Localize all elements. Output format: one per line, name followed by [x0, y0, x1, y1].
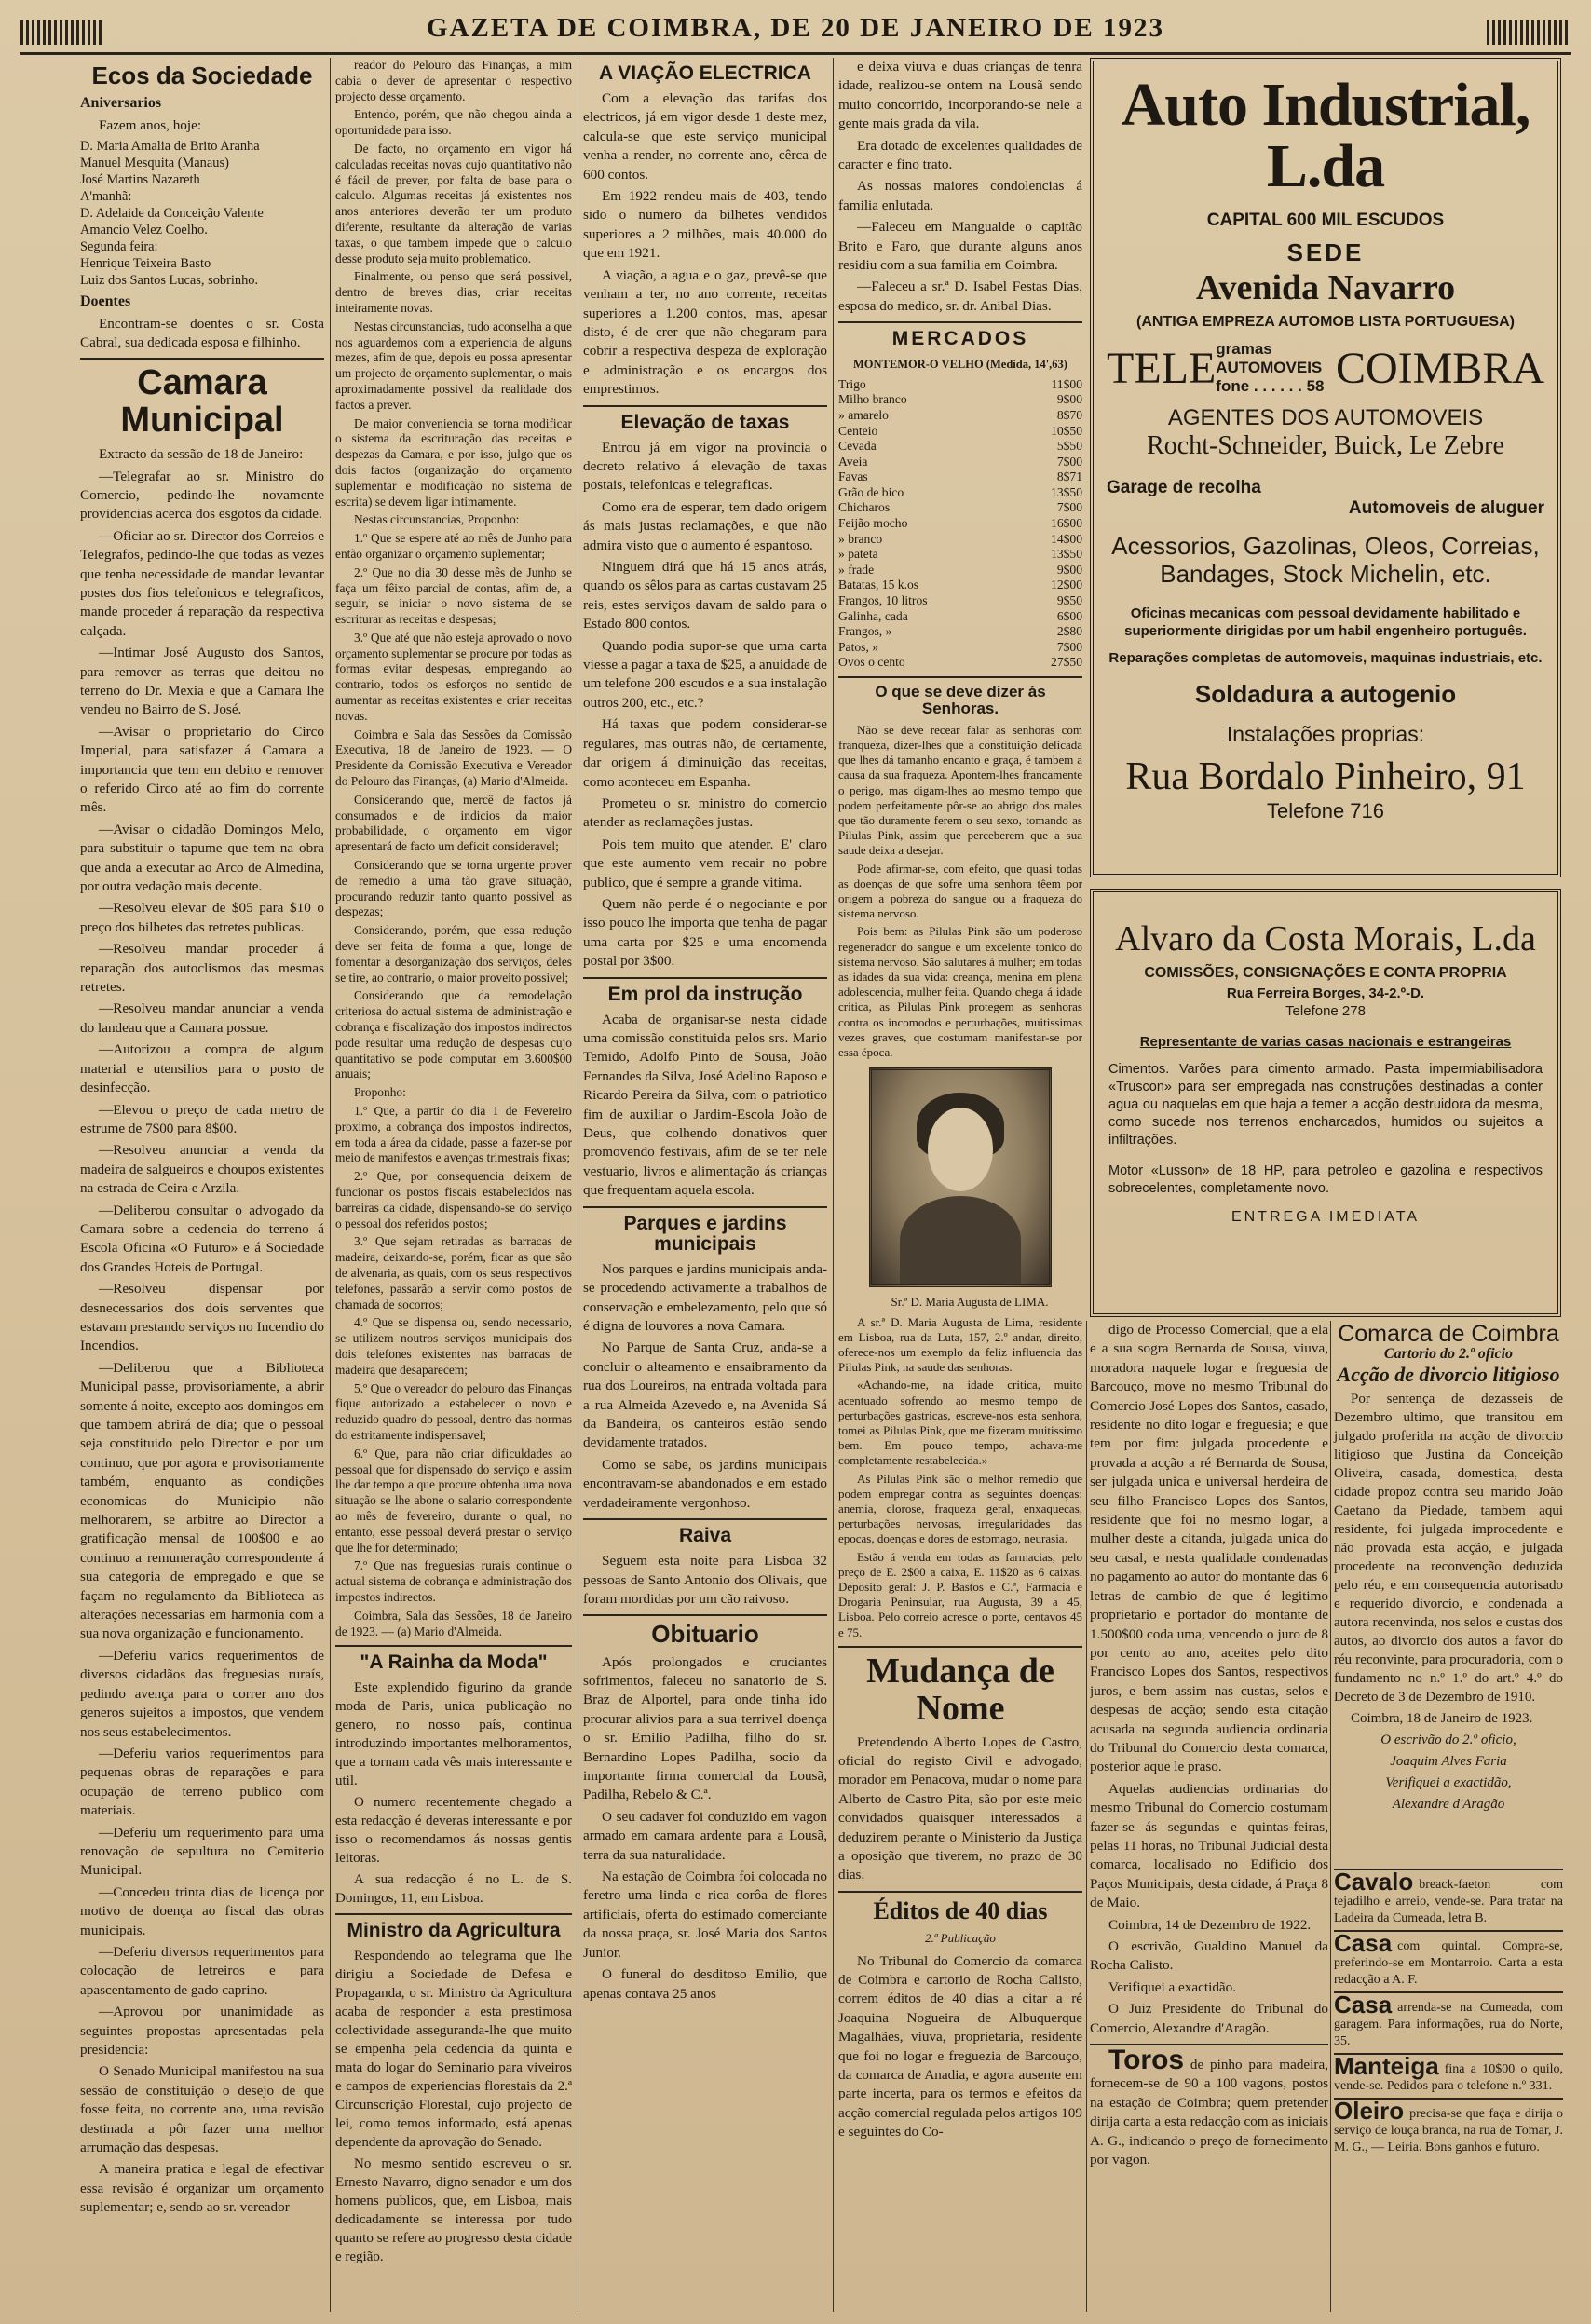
- paragraph: —Intimar José Augusto dos Santos, para remover as terras que deitou no terreno do Dr. Mexia e que a Camara lhe vendeu no Bairro de S. José.: [80, 645, 324, 718]
- table-row: [838, 655, 1082, 671]
- raiva-body: [583, 1552, 827, 1609]
- paragraph: Coimbra, 18 de Janeiro de 1923.: [1351, 1711, 1533, 1726]
- table-row: [838, 547, 1082, 563]
- paragraph: A sr.ª D. Maria Augusta de Lima, residente em Lisboa, rua da Luta, 157, 2.º andar, direito, oferece-nos um exemplo da feliz influencia das Pilulas Pink, na saude das senhoras.: [838, 1314, 1082, 1375]
- mercado-price: 9$00: [1056, 562, 1082, 577]
- divider: [583, 977, 827, 979]
- paragraph: Considerando que, mercê de factos já consumados e de indicios da maior probabilidade, o orçamento em vigor apresentará de facto um deficit consideravel;: [335, 792, 572, 854]
- mercado-item: Chicharos: [838, 500, 891, 515]
- column-2: [335, 58, 572, 2312]
- mudanca-title: Mudança de Nome: [866, 1651, 1054, 1728]
- alvaro-entrega: ENTREGA IMEDIATA: [1231, 1209, 1421, 1225]
- table-row: [838, 516, 1082, 532]
- paragraph: Pois bem: as Pilulas Pink são um poderoso regenerador do sangue e um excelente tonico do sistema nervoso. São salutares á mulher; em todas as idades da sua vida: creança, menina em plena adolescencia, mulher feita. Quando chega á idade critica, as Pilulas Pink protegem as senhoras contra os incomodos e perturbações, muitissimas vezes graves, que costumam manifestar-se por essa época.: [838, 924, 1082, 1059]
- auto-instalacoes: Instalações proprias:: [1226, 722, 1425, 746]
- classified-ad: [1334, 1930, 1563, 1991]
- auto-acessorios: Acessorios, Gazolinas, Oleos, Correias, Bandages, Stock Michelin, etc.: [1111, 532, 1540, 588]
- paragraph: Há taxas que podem considerar-se regulares, mas outras não, de certamente, dar origem á diminuição das receitas, como aconteceu em Espanha.: [583, 716, 827, 790]
- auto-capital: CAPITAL 600 MIL ESCUDOS: [1206, 211, 1445, 230]
- list-item: Segunda feira:: [80, 239, 158, 255]
- paragraph: —Deliberou consultar o advogado da Camara sobre a cedencia do terreno á Escola Oficina «O Futuro» e á Sociedade dos Grandes Hoteis de Portugal.: [80, 1202, 324, 1275]
- column-rule: [1330, 1321, 1331, 2312]
- orcamento-body: [335, 58, 572, 1639]
- table-row: [838, 377, 1082, 393]
- alvaro-title: Alvaro da Costa Morais, L.da: [1115, 919, 1536, 958]
- paragraph: 1.º Que se espere até ao mês de Junho para então organizar o orçamento suplementar;: [335, 531, 572, 561]
- paragraph: Não se deve recear falar ás senhoras com franqueza, dizer-lhes que a constituição delicada que lhes dá tamanho encanto e graça, é tambem a causa da sua fraqueza. Apontem-lhes francamente o perigo, mas digam-lhes ao mesmo tempo que podem perfeitamente pôr-se ao abrigo dos males que tão duramente ferem o seu sexo, tomando as Pilulas Pink, assim que perceberem que a sua saude deixa a desejar.: [838, 722, 1082, 858]
- classified-word: Manteiga: [1334, 2052, 1439, 2080]
- comarca-accao: Acção de divorcio litigioso: [1337, 1363, 1560, 1386]
- paragraph: A sua redacção é no L. de S. Domingos, 11, em Lisboa.: [335, 1872, 572, 1907]
- camara-body: [80, 445, 324, 2218]
- classified-word: Casa: [1334, 1991, 1393, 2018]
- divider: [583, 405, 827, 407]
- paragraph: Na estação de Coimbra foi colocada no feretro uma linda e rica corôa de flores artificiais, oferta do estimado comerciante da nossa praça, sr. José Maria dos Santos Junior.: [583, 1869, 827, 1961]
- comarca-sig2: Joaquim Alves Faria: [1390, 1754, 1507, 1769]
- table-row: [838, 439, 1082, 455]
- paragraph: Pode afirmar-se, com efeito, que quasi todas as doenças de que sofre uma senhora têem por origem a pobreza do sangue ou a fraqueza do sistema nervoso.: [838, 861, 1082, 921]
- paragraph: Considerando que se torna urgente prover de remedio a uma tão grave situação, procurando reduzir tanto quanto possivel as despezas;: [335, 858, 572, 919]
- paragraph: «Achando-me, na idade critica, muito acentuado sofrendo ao mesmo tempo de perturbações gastricas, escreve-nos esta senhora, tomei as Pilulas Pink, que me fizeram muitissimo bem. Em pouco tempo, achava-me completamente restabelecida.»: [838, 1378, 1082, 1468]
- auto-tele: TELE: [1107, 343, 1217, 393]
- mercado-item: Frangos, 10 litros: [838, 593, 928, 608]
- auto-agentes: AGENTES DOS AUTOMOVEIS: [1167, 405, 1484, 430]
- obituario-body: [583, 1653, 827, 2004]
- mercados-table: [838, 377, 1082, 671]
- table-row: [838, 424, 1082, 440]
- mercados-title: MERCADOS: [891, 328, 1029, 350]
- paragraph: O Senado Municipal manifestou na sua sessão de constituição o desejo de que fosse feita, no corrente ano, uma revisão destinada a pôr fazer uma melhor arrumação das despesas.: [80, 2063, 324, 2156]
- rainha-title: "A Rainha da Moda": [360, 1651, 548, 1674]
- paragraph: Coimbra, 14 de Dezembro de 1922.: [1108, 1916, 1312, 1933]
- mercado-item: » frade: [838, 562, 875, 577]
- paragraph: —Oficiar ao sr. Director dos Correios e Telegrafos, pedindo-lhe que todas as vezes que tenha necessidade de mandar levantar postes dos fios telefonicos e telegraficos, mande proceder á reparação da respectiva calçada.: [80, 527, 324, 639]
- mercado-item: Ovos o cento: [838, 655, 905, 670]
- auto-contacts: [1107, 340, 1544, 396]
- paragraph: Por sentença de dezasseis de Dezembro ultimo, que transitou em julgado proferida na acção de divorcio litigioso que Justina da Conceição Oliveira, casada, domestica, desta cidade propoz contra seu marido João Caetano da Piedade, tambem aqui residente, foi julgada improcedente e não provada esta acção, e julgada procedente na reconvenção deduzida pelo réu, e em consequencia autorisado e requerido divorcio, e condenada a autora recenvinda, nos selos e custas dos autos, ao divorcio dos autos a favor do réu reconvinte, para procuradoria, com o fundamento no n.º 1.º do art.º 4.º do Decreto de 3 de Dezembro de 1910.: [1334, 1392, 1563, 1705]
- paragraph: digo de Processo Comercial, que a ela e a sua sogra Bernarda de Sousa, viuva, moradora naquele logar e freguesia de Barcouço, move no mesmo Tribunal do Comercio José Lopes dos Santos, casado, residente no dito logar e freguesia; e que tem por fim: julgada procedente e provada a acção a ré Bernarda de Sousa, ser julgada unica e universal herdeira de seu filho Francisco Lopes dos Santos, residente que foi no mesmo logar, a mulher deste a citanda, julgada unica do seu casal, e nesta qualidade condenadas no pagamento ao autor do montante das 6 letras de cambio de que é legitimo proprietario e portador do montante de 1.500$00 coda uma, vencendo o juro de 8 por cento ao ano, aceites pelo dito Francisco Lopes dos Santos, respectivos juros, e bem assim nas custas, selos e despesas de acção; sendo esta citação acusada na segunda audiencia ordinaria do Tribunal do Comercio desta comarca, posterior aque le praso.: [1090, 1322, 1328, 1775]
- paragraph: Como era de esperar, tem dado origem ás mais justas reclamações, e que não admira visto que o aumento é espantoso.: [583, 498, 827, 553]
- paragraph: —Elevou o preço de cada metro de estrume de 7$00 para 8$00.: [80, 1101, 324, 1136]
- classified-ads: [1334, 1869, 1563, 2159]
- mercado-item: Trigo: [838, 376, 866, 391]
- mercado-item: Centeio: [838, 423, 878, 438]
- camara-title: Camara Municipal: [120, 363, 284, 441]
- mercado-price: 2$80: [1056, 624, 1082, 639]
- list-item: Amancio Velez Coelho.: [80, 223, 208, 238]
- mercado-price: 7$00: [1056, 639, 1082, 654]
- mercado-price: 6$00: [1056, 608, 1082, 623]
- mercado-item: Galinha, cada: [838, 608, 908, 623]
- alvaro-motor: Motor «Lusson» de 18 HP, para petroleo e gazolina e respectivos sobrecelentes, completamente novo.: [1108, 1163, 1543, 1196]
- aniversarios-title: Aniversarios: [80, 95, 162, 112]
- aniversarios-list: [80, 138, 324, 289]
- paragraph: Este explendido figurino da grande moda de Paris, unica publicação no genero, no nosso país, continua introduzindo importantes melhoramentos, que a tornam cada vês mais interessante e util.: [335, 1680, 572, 1789]
- column-5: [1090, 1321, 1328, 2312]
- paragraph: Aquelas audiencias ordinarias do mesmo Tribunal do Comercio costumam fazer-se ás segundas e quintas-feiras, pelas 11 horas, no Tribunal Judicial desta comarca, localisado no Edificio dos Paços Municipais, desta cidade, á Praça 8 de Maio.: [1090, 1780, 1328, 1911]
- classified-ad: [1334, 2098, 1563, 2159]
- paragraph: Coimbra, Sala das Sessões, 18 de Janeiro de 1923. — (a) Mario d'Almeida.: [335, 1608, 572, 1638]
- paragraph: —Concedeu trinta dias de licença por motivo de doença ao fiscal das obras municipais.: [80, 1883, 324, 1938]
- column-rule: [833, 58, 834, 2312]
- mercado-price: 7$00: [1056, 454, 1082, 469]
- portrait-image: [869, 1067, 1052, 1287]
- table-row: [838, 624, 1082, 640]
- paragraph: —Autorizou a compra de algum material e utensilios para o posto de desinfecção.: [80, 1041, 324, 1096]
- classified-word: Cavalo: [1334, 1868, 1414, 1896]
- column-rule: [330, 58, 331, 2312]
- divider: [80, 358, 324, 360]
- auto-reparacoes: Reparações completas de automoveis, maquinas industriais, etc.: [1108, 650, 1543, 666]
- paragraph: 7.º Que nas freguesias rurais continue o actual sistema de cobrança e administração dos impostos indirectos.: [335, 1558, 572, 1604]
- classified-text: arrenda-se na Cumeada, com garagem. Para informações, rua do Norte, 35.: [1334, 2001, 1563, 2048]
- mercado-item: Frangos, »: [838, 624, 892, 639]
- senhoras-title: O que se deve dizer ás Senhoras.: [875, 683, 1046, 717]
- senhoras-body: [838, 723, 1082, 1060]
- editos-text: No Tribunal do Comercio da comarca de Coimbra e cartorio de Rocha Calisto, correm éditos de 40 dias a citar a ré Joaquina Nogueira de Albuquerque Magalhães, viuva, proprietaria, residente que foi no logar e freguezia de Barcouço, da comarca de Anadia, e agora ausente em parte incerta, para os termos e efeitos da acção comercial regulada pelos artigos 109 e seguintes do Co-: [838, 1952, 1082, 2141]
- paragraph: O funeral do desditoso Emilio, que apenas contava 25 anos: [583, 1966, 827, 2002]
- masthead: GAZETA DE COIMBRA, DE 20 DE JANEIRO DE 1923: [426, 13, 1164, 43]
- paragraph: —Aprovou por unanimidade as seguintes propostas apresentadas pela presidencia:: [80, 2004, 324, 2059]
- paragraph: —Deliberou que a Biblioteca Municipal passe, provisoriamente, a abrir somente á noite, excepto aos domingos em que tambem abrirá de dia; que o pessoal seja constituido pelo Director e por um continuo, que por agora e provisoriamente também, enquanto as condições economicas do Municipio não melhorarem, se arbitre ao Director a gratificação mensal de 100$00 e ao continuo a remuneração correspondente á sua categoria de empregado e que se façam no regulamento da Biblioteca as alterações necessarias em harmonia com a sua nova organização e funcionamento.: [80, 1359, 324, 1642]
- mercado-item: Batatas, 15 k.os: [838, 578, 919, 592]
- paragraph: Coimbra e Sala das Sessões da Comissão Executiva, 18 de Janeiro de 1923. — O Presidente da Comissão Executiva e Vereador do Pelouro das Finanças, (a) Mario d'Almeida.: [335, 727, 572, 789]
- paragraph: Respondendo ao telegrama que lhe dirigiu a Sociedade de Defesa e Propaganda, o sr. Ministro da Agricultura acaba de responder a esta prestimosa colectividade asseguranda-lhe que muito se empenha pela cedencia da quinta e mata do logar do Seminario para viveiros e campos de experiencias florestais da 2.ª Circunscrição Florestal, cujo projecto de lei, como temos informado, está apenas dependente da aprovação do Senado.: [335, 1949, 572, 2151]
- auto-telefone: Telefone 716: [1267, 799, 1384, 822]
- comarca-title: Comarca de Coimbra: [1338, 1321, 1559, 1347]
- paragraph: Nos parques e jardins municipais anda-se procedendo activamente a trabalhos de conservação e embelezamento, pelo que só é digna de louvores a nova Camara.: [583, 1260, 827, 1334]
- paragraph: 4.º Que se dispensa ou, sendo necessario, se utilizem noutros serviços municipais dos dois telefones existentes nas barracas de madeira que desaparecem;: [335, 1315, 572, 1377]
- auto-garage: Garage de recolha: [1107, 478, 1261, 497]
- paragraph: —Resolveu mandar proceder á reparação dos autoclismos das mesmas retretes.: [80, 941, 324, 996]
- paragraph: —Deferiu um requerimento para uma renovação de sepultura no Cemiterio Municipal.: [80, 1824, 324, 1879]
- alvaro-line2: Rua Ferreira Borges, 34-2.º-D.: [1226, 985, 1425, 1001]
- obituario-title: Obituario: [651, 1620, 759, 1649]
- paragraph: e deixa viuva e duas crianças de tenra idade, realizou-se ontem na Lousã sendo muito concorrido, incorporando-se nele a gente mais grada da vila.: [838, 59, 1082, 132]
- paragraph: Nestas circunstancias, tudo aconselha a que nos aguardemos com a experiencia de alguns mezes, afim de que, depois eu possa apresentar um projecto de orçamento suplementar, o mais aproximadamente possivel da realidade dos factos a prever.: [335, 319, 572, 412]
- paragraph: De maior conveniencia se torna modificar o sistema da escrituração das receitas e despezas da Camara, e por isso, julgo que os dois factos (organização do orçamento suplementar e modificação no sistema de escrita) se devem ligar intimamente.: [335, 415, 572, 509]
- comarca-notice: [1334, 1321, 1563, 1816]
- doentes-title: Doentes: [80, 293, 131, 310]
- auto-soldadura: Soldadura a autogenio: [1194, 680, 1457, 708]
- mercado-item: » branco: [838, 531, 883, 546]
- table-row: [838, 578, 1082, 593]
- auto-aluguer: Automoveis de aluguer: [1348, 498, 1544, 518]
- doentes-text: Encontram-se doentes o sr. Costa Cabral, sua dedicada esposa e filhinho.: [80, 315, 324, 350]
- divider: [838, 1646, 1082, 1648]
- toros-title: Toros: [1108, 2045, 1185, 2076]
- paragraph: Verifiquei a exactidão.: [1108, 1978, 1237, 1995]
- table-row: [838, 640, 1082, 656]
- mercado-price: 10$50: [1051, 423, 1082, 438]
- mercado-price: 8$70: [1056, 407, 1082, 422]
- mercado-item: » pateta: [838, 547, 878, 562]
- alvaro-ad: [1090, 889, 1561, 1317]
- paragraph: O Juiz Presidente do Tribunal do Comercio, Alexandre d'Aragão.: [1090, 2001, 1328, 2036]
- list-item: Henrique Teixeira Basto: [80, 256, 211, 272]
- mercado-item: Patos, »: [838, 639, 879, 654]
- mercado-price: 27$50: [1051, 655, 1082, 670]
- mercado-price: 11$00: [1051, 376, 1082, 391]
- divider: [335, 1913, 572, 1915]
- column-3: [583, 58, 827, 2312]
- paragraph: No mesmo sentido escreveu o sr. Ernesto Navarro, digno senador e um dos homens publicos, que, em Lisboa, mais dedicadamente se interessa por tudo quanto se refere ao progresso desta cidade e região.: [335, 2156, 572, 2265]
- ecos-title: Ecos da Sociedade: [91, 61, 313, 89]
- mercado-item: Milho branco: [838, 392, 907, 407]
- table-row: [838, 609, 1082, 625]
- table-row: [838, 455, 1082, 470]
- paragraph: 2.º Que no dia 30 desse mês de Junho se faça um fêixo parcial de contas, afim de, a seguir, se iniciar o novo sistema de se escriturar as receitas e despesas;: [335, 564, 572, 627]
- list-item: D. Maria Amalia de Brito Aranha: [80, 139, 260, 155]
- column-1: [80, 58, 324, 2312]
- mercado-price: 7$00: [1056, 500, 1082, 515]
- paragraph: —Resolveu anunciar a venda da madeira de salgueiros e choupos existentes na estrada de Ceira e Arzila.: [80, 1142, 324, 1197]
- paragraph: —Telegrafar ao sr. Ministro do Comercio, pedindo-lhe novamente providencias acerca dos esgotos da cidade.: [80, 468, 324, 523]
- divider: [838, 1891, 1082, 1893]
- masthead-rule: [20, 52, 1571, 55]
- viacao-body: [583, 89, 827, 400]
- mercado-item: Feijão mocho: [838, 516, 908, 531]
- table-row: [838, 563, 1082, 578]
- alvaro-line3: Telefone 278: [1285, 1003, 1366, 1019]
- mercados-subtitle: MONTEMOR-O VELHO (Medida, 14',63): [853, 358, 1067, 372]
- paragraph: No Parque de Santa Cruz, anda-se a concluir o alteamento e ensaibramento da rua dos Loureiros, na entrada voltada para a rua Almeida Azevedo e, na Avenida Sá da Bandeira, os canteiros estão sendo devidamente tratados.: [583, 1339, 827, 1451]
- paragraph: 3.º Que sejam retiradas as barracas de madeira, deixando-se, porém, ficar as que são de alvenaria, as quais, com os seus respectivos telefones, passarão a servir como postos de chamada de socorros;: [335, 1234, 572, 1311]
- mercado-price: 12$00: [1051, 578, 1082, 592]
- paragraph: —Faleceu a sr.ª D. Isabel Festas Dias, esposa do medico, sr. dr. Anibal Dias.: [838, 279, 1082, 314]
- editos-subtitle: 2.ª Publicação: [925, 1931, 996, 1946]
- auto-oficinas: Oficinas mecanicas com pessoal devidamente habilitado e superiormente dirigidas por um habil engenheiro português.: [1124, 605, 1527, 639]
- divider: [583, 1206, 827, 1208]
- paragraph: Proponho:: [354, 1085, 406, 1100]
- parques-title: Parques e jardins municipais: [623, 1212, 787, 1255]
- mercado-item: Aveia: [838, 454, 868, 469]
- auto-industrial-ad: [1090, 58, 1561, 877]
- comarca-sig3: Verifiquei a exactidão,: [1385, 1775, 1512, 1790]
- mercado-price: 14$00: [1051, 531, 1082, 546]
- paragraph: 3.º Que até que não esteja aprovado o novo orçamento suplementar se procure por todas as formas evitar despesas, empregando ao contrario, todos os esforços no sentido de aumentar as receitas existentes e criar receitas novas.: [335, 630, 572, 723]
- viacao-title: A VIAÇÃO ELECTRICA: [599, 62, 811, 84]
- paragraph: A maneira pratica e legal de efectivar essa revisão é organizar um orçamento suplementar; e, sendo ao sr. vereador: [80, 2161, 324, 2216]
- paragraph: Prometeu o sr. ministro do comercio atender as reclamações justas.: [583, 795, 827, 831]
- table-row: [838, 532, 1082, 548]
- auto-antiga: (ANTIGA EMPREZA AUTOMOB LISTA PORTUGUESA): [1136, 314, 1515, 330]
- table-row: [838, 593, 1082, 609]
- mercado-price: 9$00: [1056, 392, 1082, 407]
- classified-text: breack-faeton com tejadilho e arreio, vende-se. Para tratar na Ladeira da Cumeada, letra B.: [1334, 1878, 1563, 1925]
- paragraph: De facto, no orçamento em vigor há calculadas receitas novas cujo quantitativo não é fácil de prever, por falta de base para o calculo. Algumas receitas já existentes nos anos anteriores deverão ter um produto diferente, resultante da alteração de varias taxas, o que tambem impede que o calculo desse produto seja muito problematico.: [335, 141, 572, 265]
- mercado-price: 13$50: [1051, 484, 1082, 499]
- comarca-cartorio: Cartorio do 2.º oficio: [1383, 1346, 1514, 1362]
- editos-title: Éditos de 40 dias: [873, 1896, 1048, 1924]
- pilulas-body: [838, 1315, 1082, 1640]
- divider: [838, 676, 1082, 678]
- paragraph: Entendo, porém, que não chegou ainda a oportunidade para isso.: [335, 107, 572, 138]
- paragraph: —Avisar o proprietario do Circo Imperial, para satisfazer á Camara a importancia que tem em debito e remover o referido Circo até ao fim do corrente mês.: [80, 723, 324, 816]
- paragraph: Finalmente, ou penso que será possivel, dentro de breves dias, criar receitas inteiramente novas.: [335, 269, 572, 315]
- paragraph: As nossas maiores condolencias á familia enlutada.: [838, 178, 1082, 213]
- auto-rua: Rua Bordalo Pinheiro, 91: [1125, 755, 1526, 798]
- toros-text: de pinho para madeira, fornecem-se de 90 a 100 vagons, postos na estação de Coimbra; quem pretender dirija carta a esta redacção com as iniciais A. G., indicando o preço de fornecimento por vagon.: [1090, 2057, 1328, 2168]
- paragraph: —Deferiu diversos requerimentos para colocação de letreiros e para apascentamento de gado caprino.: [80, 1943, 324, 1998]
- ministro-body: [335, 1947, 572, 2266]
- paragraph: —Resolveu dispensar por desnecessarios dos dois serventes que estavam prestando serviços no Incendio do Incendios.: [80, 1281, 324, 1354]
- auto-marcas: Rocht-Schneider, Buick, Le Zebre: [1147, 431, 1504, 460]
- paragraph: Extracto da sessão de 18 de Janeiro:: [99, 446, 304, 463]
- column-rule: [1086, 1321, 1087, 2312]
- classified-ad: [1334, 1991, 1563, 2053]
- paragraph: Seguem esta noite para Lisboa 32 pessoas de Santo Antonio dos Olivais, que foram mordidas por um cão raivoso.: [583, 1553, 827, 1607]
- list-item: José Martins Nazareth: [80, 172, 200, 188]
- table-row: [838, 500, 1082, 516]
- list-item: A'manhã:: [80, 189, 132, 205]
- classified-word: Casa: [1334, 1929, 1393, 1957]
- classified-word: Oleiro: [1334, 2097, 1405, 2125]
- paragraph: Nestas circunstancias, Proponho:: [354, 512, 520, 527]
- paragraph: —Faleceu em Mangualde o capitão Brito e Faro, que durante alguns anos residiu com a sua familia em Coimbra.: [838, 219, 1082, 274]
- paragraph: Após prolongados e cruciantes sofrimentos, faleceu no sanatorio de S. Braz de Alportel, para onde tinha ido procurar alivios para a sua terrivel doença o sr. Emilio Padilha, filho do sr. Bernardino Lopes Padilha, socio da importante firma comercial da Lousã, Padilha, Rebelo & C.ª.: [583, 1653, 827, 1803]
- auto-coimbra: COIMBRA: [1335, 343, 1544, 393]
- mercado-item: » amarelo: [838, 407, 889, 422]
- classified-ad: [1334, 2053, 1563, 2098]
- paragraph: reador do Pelouro das Finanças, a mim cabia o dever de apresentar o respectivo projecto desse orçamento.: [335, 58, 572, 103]
- mercado-price: 13$50: [1051, 547, 1082, 562]
- paragraph: O numero recentemente chegado a esta redacção é deveras interessante e por isso o recomendamos ás nossas gentis leitoras.: [335, 1795, 572, 1867]
- table-row: [838, 392, 1082, 408]
- mercado-item: Favas: [838, 469, 868, 484]
- paragraph: Estão á venda em todas as farmacias, pelo preço de E. 2$00 a caixa, E. 11$20 as 6 caixas. Deposito geral: J. P. Bastos e C.ª, Farmacia e Drogaria Peninsular, rua Augusta, 39 a 45, Lisboa. Pelo correio acresce o porte, centavos 45 e 75.: [838, 1549, 1082, 1639]
- comarca-sig4: Alexandre d'Aragão: [1392, 1797, 1505, 1812]
- mercado-price: 9$50: [1056, 593, 1082, 608]
- instrucao-title: Em prol da instrução: [607, 983, 803, 1005]
- paragraph: 5.º Que o vereador do pelouro das Finanças fique autorizado a estabelecer o novo e reduzido quadro do pessoal, dentro das normas do estritamente indispensavel;: [335, 1380, 572, 1442]
- auto-fone: fone . . . . . . 58: [1216, 377, 1325, 395]
- divider: [583, 1518, 827, 1520]
- auto-title: Auto Industrial, L.da: [1121, 71, 1530, 200]
- divider: [838, 321, 1082, 323]
- paragraph: 6.º Que, para não criar dificuldades ao pessoal que for dispensado do serviço e assim lhe dar tempo a que procure obtenha uma nova situação se lhe abone o salario correspondente ao mês de fevereiro, durante o qual, no entanto, esse pessoal deverá prestar o serviço que lhe for determinado;: [335, 1446, 572, 1555]
- raiva-title: Raiva: [678, 1525, 732, 1547]
- comarca-body: [1334, 1390, 1563, 1728]
- rainha-body: [335, 1678, 572, 1908]
- classified-text: fina a 10$00 o quilo, vende-se. Pedidos para o telefone n.º 331.: [1334, 2062, 1563, 2093]
- alvaro-rep: Representante de varias casas nacionais e estrangeiras: [1139, 1034, 1512, 1050]
- mercado-price: 8$71: [1056, 469, 1082, 484]
- mercado-price: 5$50: [1056, 439, 1082, 454]
- paragraph: Considerando que da remodelação criteriosa do actual sistema de administração e cobrança e fiscalização dos impostos indirectos pode resultar uma redução de despesas cujo quantitativo se pode computar em 3.600$00 anuais;: [335, 988, 572, 1081]
- portrait-caption: Sr.ª D. Maria Augusta de LIMA.: [891, 1295, 1049, 1310]
- divider: [583, 1614, 827, 1616]
- classified-text: precisa-se que faça e dirija o serviço de louça branca, na rua de Tomar, J. M. G., — Leiria. Bons ganhos e futuro.: [1334, 2107, 1563, 2154]
- auto-avenida: Avenida Navarro: [1195, 268, 1456, 307]
- paragraph: Considerando, porém, que essa redução deve ser feita de forma a que, longe de fomentar a desorganização dos serviços, deles se tire, ao contrario, o maior proveito possivel;: [335, 923, 572, 985]
- taxas-title: Elevação de taxas: [620, 411, 790, 433]
- table-row: [838, 408, 1082, 424]
- aniversarios-intro: Fazem anos, hoje:: [99, 116, 202, 133]
- classified-text: com quintal. Compra-se, preferindo-se em Montarroio. Carta a esta redacção a A. F.: [1334, 1939, 1563, 1987]
- list-item: Luiz dos Santos Lucas, sobrinho.: [80, 273, 259, 289]
- list-item: D. Adelaide da Conceição Valente: [80, 206, 264, 222]
- parques-body: [583, 1260, 827, 1513]
- paragraph: Entrou já em vigor na provincia o decreto relativo á elevação de taxas postais, telefonicas e telegraficas.: [583, 439, 827, 494]
- obituario-continued: [838, 58, 1082, 316]
- paragraph: Acaba de organisar-se nesta cidade uma comissão constituida pelos srs. Mario Temido, Adolfo Pinto de Sousa, João Fernandes da Silva, José Adelino Raposo e Ricardo Pereira da Silva, com o patriotico fim de auxiliar o Jardim-Escola João de Deus, que colhendo donativos quer promovendo festivais, afim de se ter nele vestuario, livros e alimentação ás crianças que frequentam aquela escola.: [583, 1011, 827, 1199]
- column-4: [838, 58, 1082, 2312]
- instrucao-body: [583, 1011, 827, 1201]
- taxas-body: [583, 439, 827, 972]
- auto-sede: SEDE: [1286, 238, 1365, 266]
- table-row: [838, 469, 1082, 485]
- paragraph: 1.º Que, a partir do dia 1 de Fevereiro proximo, a cobrança dos impostos indirectos, em toda a área da cidade, passe a fazer-se por meio de manifestos e avenças trimestrais fixas;: [335, 1104, 572, 1165]
- list-item: Manuel Mesquita (Manaus): [80, 156, 229, 171]
- paragraph: 2.º Que, por consequencia deixem de funcionar os postos fiscais estabelecidos nas barreiras da cidade, dispensando-se do serviço o pessoal dos referidos postos;: [335, 1169, 572, 1230]
- paragraph: Era dotado de excelentes qualidades de caracter e fino trato.: [838, 137, 1082, 173]
- paragraph: Com a elevação das tarifas dos electricos, já em vigor desde 1 deste mez, calcula-se que este serviço municipal venha a render, no corrente ano, cêrca de 600 contos.: [583, 90, 827, 183]
- paragraph: A viação, a agua e o gaz, prevê-se que venham a ter, no ano corrente, receitas superiores a 1.200 contos, mas, apesar disto, é de crer que não chegaram para cobrir a respectiva despeza de exploração e administração e os encargos dos emprestimos.: [583, 266, 827, 398]
- alvaro-line1: COMISSÕES, CONSIGNAÇÕES E CONTA PROPRIA: [1144, 965, 1507, 981]
- mercado-item: Grão de bico: [838, 484, 904, 499]
- paragraph: —Resolveu elevar de $05 para $10 o preço dos bilhetes das retretes publicas.: [80, 900, 324, 935]
- paragraph: As Pilulas Pink são o melhor remedio que podem empregar contra as seguintes doenças: anemia, clorose, fraqueza geral, enxaquecas, perturbações nervosas, irregularidades das epocas, doenças e dores de estomago, neurasia.: [838, 1471, 1082, 1546]
- paragraph: —Deferiu varios requerimentos de diversos cidadãos das freguesias ruraís, pedindo avença para o correr ano dos generos sujeitos a impostos, que vendem nos seus estabelecimentos.: [80, 1647, 324, 1740]
- ministro-title: Ministro da Agricultura: [347, 1920, 561, 1942]
- paragraph: O escrivão, Gualdino Manuel da Rocha Calisto.: [1090, 1938, 1328, 1974]
- auto-gramas: gramas AUTOMOVEIS: [1216, 340, 1323, 376]
- paragraph: O seu cadaver foi conduzido em vagon armado em camara ardente para a Lousã, terra da sua naturalidade.: [583, 1808, 827, 1863]
- paragraph: Em 1922 rendeu mais de 403, tendo sido o numero da bilhetes vendidos superiores a 2 milhões, mais 40.000 do que em 1921.: [583, 188, 827, 262]
- paragraph: Como se sabe, os jardins municipais encontravam-se abandonados e em estado verdadeiramente vergonhoso.: [583, 1456, 827, 1511]
- mercado-price: 16$00: [1051, 516, 1082, 531]
- paragraph: —Deferiu varios requerimentos para pequenas obras de reparações e para ocupação de terreno publico com materiais.: [80, 1745, 324, 1819]
- comarca-sig1: O escrivão do 2.º oficio,: [1380, 1733, 1516, 1747]
- paragraph: Quando podia supor-se que uma carta viesse a pagar a taxa de $25, a anuidade de um telefone 200 escudos e a sua instalação outros 200, etc., etc.?: [583, 637, 827, 711]
- paragraph: Quem não perde é o negociante e por isso pouco lhe importa que tenha de pagar uma carta por $25 e uma encomenda postal por 3$00.: [583, 895, 827, 970]
- alvaro-cimentos: Cimentos. Varões para cimento armado. Pasta impermiabilisadora «Truscon» para ser empregada nas construções destinadas a conter agua ou naquelas em que haja a temer a acção destruidora da mesma, como sucede nos terrenos encharcados, humidos ou sujeitos a infiltrações.: [1108, 1062, 1543, 1148]
- editos-continued: [1090, 1321, 1328, 2038]
- divider: [335, 1645, 572, 1647]
- classified-ad: [1334, 1869, 1563, 1930]
- mercado-item: Cevada: [838, 439, 877, 454]
- paragraph: Pois tem muito que atender. E' claro que este aumento vem recair no pobre publico, que é sempre a grande vitima.: [583, 836, 827, 890]
- table-row: [838, 485, 1082, 501]
- mudanca-text: Pretendendo Alberto Lopes de Castro, oficial do registo Civil e advogado, morador em Penacova, mudar o nome para Alberto de Castro Pita, são por este meio convidados quaisquer interessados a deduzirem perante o Ministerio da Justiça a oposição que tiverem, no prazo de 30 dias.: [838, 1733, 1082, 1883]
- paragraph: —Resolveu mandar anunciar a venda do landeau que a Camara possue.: [80, 1000, 324, 1036]
- paragraph: —Avisar o cidadão Domingos Melo, para substituir o tapume que tem na obra que anda a executar ao Arco de Almedina, por outra vedação mais decente.: [80, 821, 324, 895]
- paragraph: Ninguem dirá que há 15 anos atrás, quando os sêlos para as cartas custavam 25 reis, estes serviços davam de saldo para o Estado 800 contos.: [583, 559, 827, 632]
